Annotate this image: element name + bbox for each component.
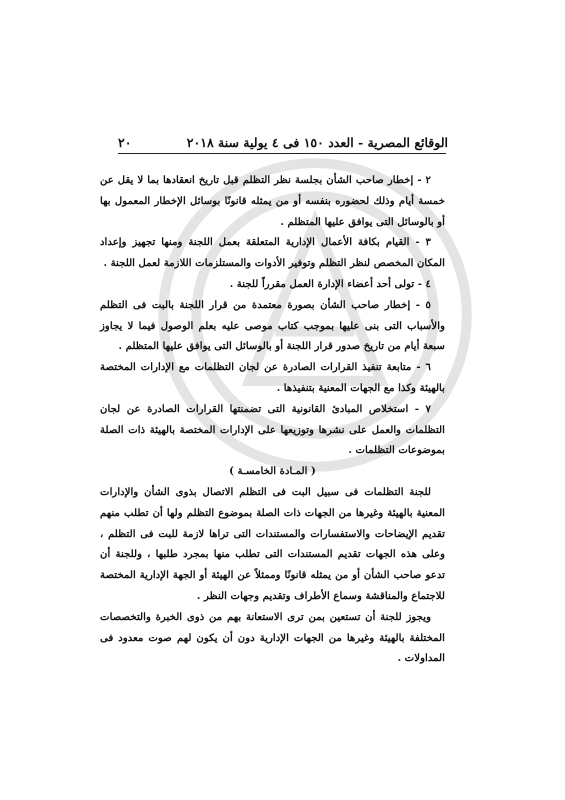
list-item: ٥ - إخطار صاحب الشأن بصورة معتمدة من قرار اللجنة بالبت فى التظلم والأسباب التى بنى عليها بموجب كتاب موصى عليه بعلم الوصول فيما لا يجاوز سبعة أيام من تاريخ صدور قرار اللجنة أو بالوسائل التى يوافق عليها المتظلم . — [100, 298, 445, 353]
page-number: ٢٠ — [118, 135, 132, 150]
page-header — [118, 128, 448, 150]
list-item: ٦ - متابعة تنفيذ القرارات الصادرة عن لجان التظلمات مع الإدارات المختصة بالهيئة وكذا مع الجهات المعنية بتنفيذها . — [100, 361, 445, 394]
list-item: ٣ - القيام بكافة الأعمال الإدارية المتعلقة بعمل اللجنة ومنها تجهيز وإعداد المكان المخصص لنظر التظلم وتوفير الأدوات والمستلزمات اللازمة لعمل اللجنة . — [100, 236, 445, 270]
list-item: ٢ - إخطار صاحب الشأن بجلسة نظر التظلم قبل تاريخ انعقادها بما لا يقل عن خمسة أيام وذلك لحضوره بنفسه أو من يمثله قانونًا بوسائل الإخطار المعمول بها أو بالوسائل التى يوافق عليها المتظلم . — [100, 174, 445, 228]
document-body — [100, 170, 445, 669]
article-paragraph: للجنة التظلمات فى سبيل البت فى التظلم الاتصال بذوى الشأن والإدارات المعنية بالهيئة وغيرها من الجهات ذات الصلة بموضوع التظلم ولها أن تطلب منهم تقديم الإيضاحات والاستفسارات والمستندات التى تراها لازمة للبت فى التظلم ، وعلى هذه الجهات تقديم المستندات التى تطلب منها بمجرد طلبها ، وللجنة أن تدعو صاحب الشأن أو من يمثله قانونًا وممثلاً عن الهيئة أو الجهة الإدارية المختصة للاجتماع والمناقشة وسماع الأطراف وتقديم وجهات النظر . — [100, 485, 445, 602]
header-title: الوقائع المصرية - العدد ١٥٠ فى ٤ يولية سنة ٢٠١٨ — [186, 135, 448, 150]
list-item: ٧ - استخلاص المبادئ القانونية التى تضمنتها القرارات الصادرة عن لجان التظلمات والعمل على نشرها وتوزيعها على الإدارات المختصة بالهيئة ذات الصلة بموضوعات التظلمات . — [100, 402, 445, 457]
header-rule — [118, 153, 446, 154]
section-heading: ( المـادة الخامسـة ) — [229, 465, 316, 478]
article-paragraph: ويجوز للجنة أن تستعين بمن ترى الاستعانة بهم من ذوى الخبرة والتخصصات المختلفة بالهيئة وغيرها من الجهات الإدارية دون أن يكون لهم صوت معدود فى المداولات . — [100, 610, 445, 665]
list-item: ٤ - تولى أحد أعضاء الإدارة العمل مقرراً للجنة . — [229, 277, 431, 290]
